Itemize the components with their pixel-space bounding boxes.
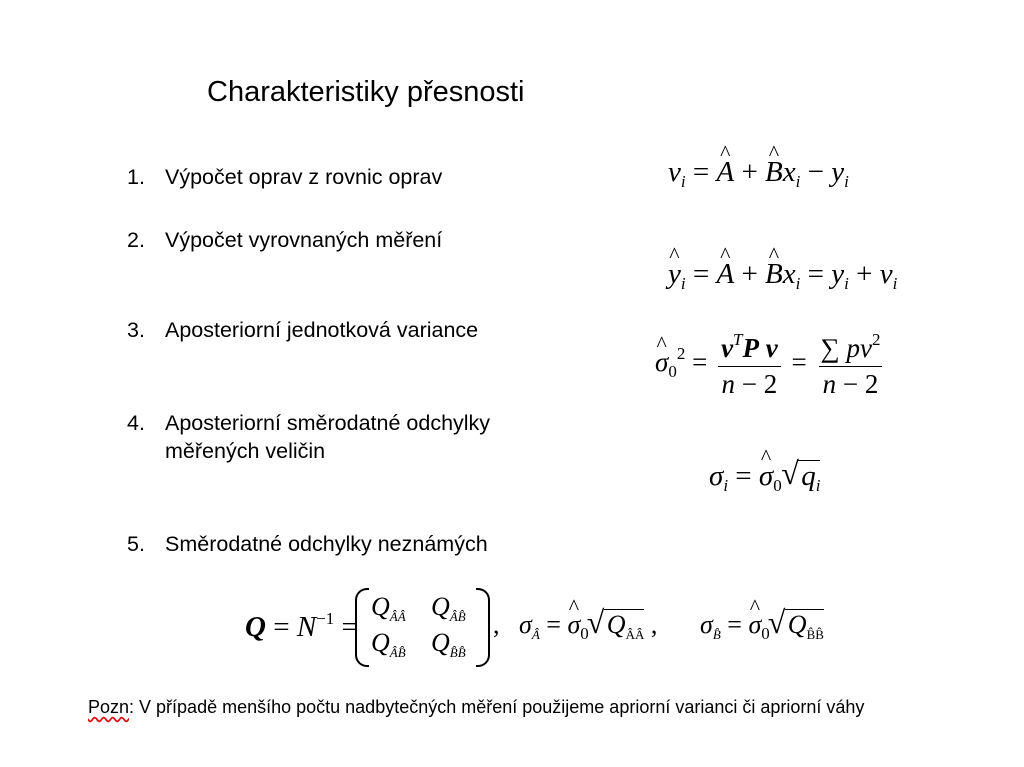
item-text: Aposteriorní jednotková variance xyxy=(165,318,479,342)
footnote xyxy=(88,697,864,718)
list-item-1 xyxy=(127,163,442,191)
item-text xyxy=(165,409,490,465)
item-text-line-1: Aposteriorní směrodatné odchylky xyxy=(165,411,491,435)
item-text: Výpočet oprav z rovnic oprav xyxy=(165,165,443,189)
formula-std-dev-measured: $\sigma_i$ = ^ $\sigma_0$ √ $q_i$ xyxy=(709,460,820,501)
item-number: 2. xyxy=(127,228,145,252)
list-item-3 xyxy=(127,316,478,344)
list-item-4 xyxy=(127,409,490,465)
item-number: 5. xyxy=(127,532,145,556)
matrix-cell-aa: $Q_{ÂÂ}$ xyxy=(371,592,406,624)
footnote-lead: Pozn xyxy=(88,697,130,717)
item-text: Směrodatné odchylky neznámých xyxy=(165,532,488,556)
formula-sigma-b: $\sigma_{B̂}$ = ^ $\sigma_0$ √ $Q_{B̂B̂}$ xyxy=(700,609,824,650)
matrix-cell-ab: $Q_{ÂB̂}$ xyxy=(431,592,466,624)
item-number: 3. xyxy=(127,318,145,342)
item-number: 4. xyxy=(127,411,145,435)
slide-title: Charakteristiky přesnosti xyxy=(207,76,525,108)
item-number: 1. xyxy=(127,165,145,189)
formula-sigma-a: , $\sigma_Â$ = ^ $\sigma_0$ √ $Q_{ÂÂ}$ , xyxy=(493,609,657,650)
right-paren xyxy=(476,588,490,667)
item-text: Výpočet vyrovnaných měření xyxy=(165,228,443,252)
formula-q-left: $Q = N^{-1}$ = xyxy=(245,609,358,643)
formula-unit-variance: ^ $\sigma_0^2$ = $\frac{v^TP v}{n - 2}$ = $\frac{\sum pv^2}{n - 2}$ xyxy=(655,330,887,400)
list-item-2 xyxy=(127,226,442,254)
footnote-text: : V případě menšího počtu nadbytečných měření použijeme apriorní varianci či apriorní váhy xyxy=(129,697,865,717)
item-text-line-2: měřených veličin xyxy=(165,439,326,463)
cofactor-matrix xyxy=(355,588,490,663)
matrix-cell-bb: $Q_{B̂B̂}$ xyxy=(431,628,466,660)
formula-corrections: $v_i$ = ^ A + ^ $Bx_i - y_i$ xyxy=(668,156,849,192)
left-paren xyxy=(355,588,369,667)
list-item-5 xyxy=(127,530,488,558)
formula-adjusted-measurements: ^ $y_i$ = ^ A + ^ $Bx_i = y_i + v_i$ xyxy=(668,258,897,294)
matrix-cell-ba: $Q_{ÂB̂}$ xyxy=(371,628,406,660)
